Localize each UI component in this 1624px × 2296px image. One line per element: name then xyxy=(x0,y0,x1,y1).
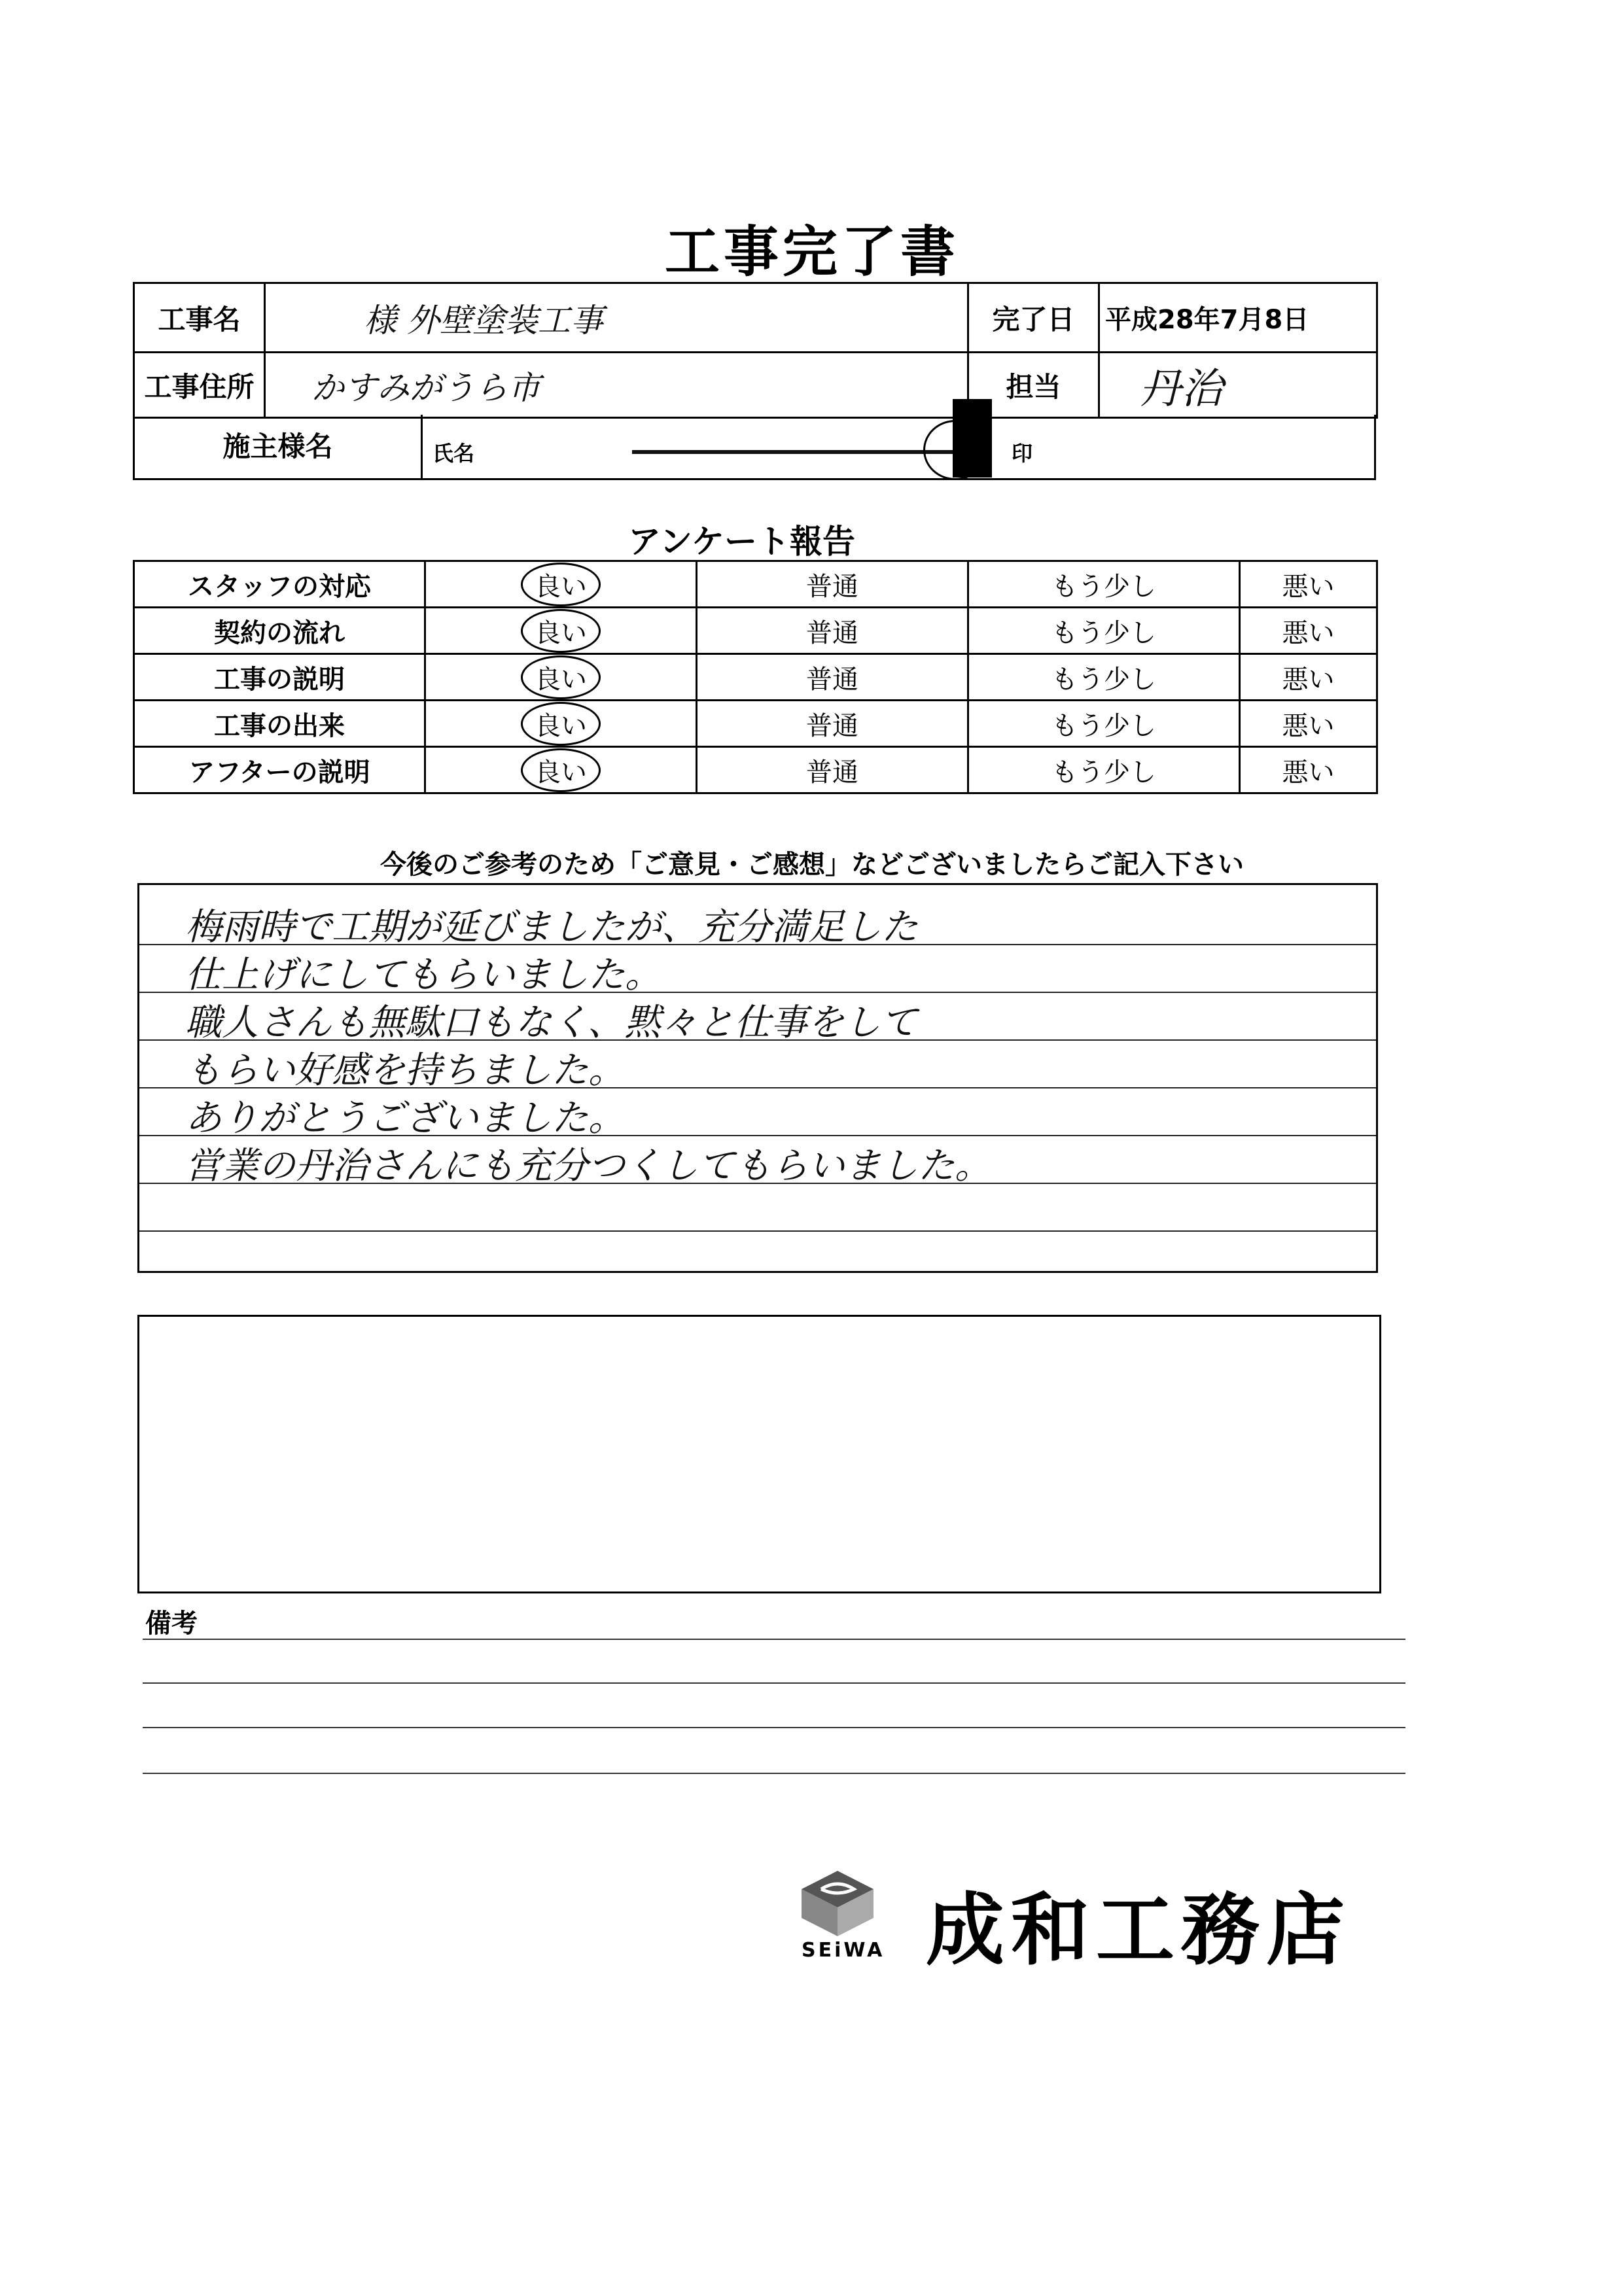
option-bad[interactable]: 悪い xyxy=(1240,654,1377,701)
option-good-selected[interactable]: 良い xyxy=(521,748,601,792)
seiwa-logo-icon xyxy=(802,1871,874,1936)
survey-row-label: アフターの説明 xyxy=(134,747,425,793)
redaction-block xyxy=(953,399,992,478)
comment-rule xyxy=(139,1230,1376,1232)
option-fair[interactable]: もう少し xyxy=(968,701,1240,747)
option-normal[interactable]: 普通 xyxy=(697,654,968,701)
survey-row-label: スタッフの対応 xyxy=(134,561,425,608)
address-label: 工事住所 xyxy=(134,353,265,418)
project-name-value[interactable]: 様 外壁塗装工事 xyxy=(265,283,968,353)
survey-table xyxy=(133,560,1378,794)
survey-row xyxy=(134,701,1377,747)
remarks-label: 備考 xyxy=(145,1609,198,1639)
blank-box[interactable] xyxy=(137,1315,1381,1593)
option-good-selected[interactable]: 良い xyxy=(521,655,601,699)
comment-line-text: 仕上げにしてもらいました。 xyxy=(185,954,662,996)
comments-box[interactable] xyxy=(137,883,1378,1273)
option-bad[interactable]: 悪い xyxy=(1240,747,1377,793)
remarks-rule[interactable] xyxy=(143,1682,1405,1684)
survey-row-label: 工事の出来 xyxy=(134,701,425,747)
option-bad[interactable]: 悪い xyxy=(1240,701,1377,747)
comment-line-text: もらい好感を持ちました。 xyxy=(185,1049,625,1092)
comment-line-text: ありがとうございました。 xyxy=(185,1097,625,1139)
comment-line-text: 梅雨時で工期が延びましたが、充分満足した xyxy=(185,906,918,948)
option-normal[interactable]: 普通 xyxy=(697,747,968,793)
option-normal[interactable]: 普通 xyxy=(697,701,968,747)
comment-line-text: 営業の丹治さんにも充分つくしてもらいました。 xyxy=(185,1145,991,1187)
option-bad[interactable]: 悪い xyxy=(1240,561,1377,608)
seiwa-logo xyxy=(802,1871,887,1962)
survey-row xyxy=(134,654,1377,701)
person-in-charge-value[interactable]: 丹治 xyxy=(1099,353,1377,418)
survey-row xyxy=(134,747,1377,793)
survey-row-label: 契約の流れ xyxy=(134,608,425,654)
option-fair[interactable]: もう少し xyxy=(968,608,1240,654)
project-name-label: 工事名 xyxy=(134,283,265,353)
option-fair[interactable]: もう少し xyxy=(968,654,1240,701)
option-fair[interactable]: もう少し xyxy=(968,747,1240,793)
remarks-rule[interactable] xyxy=(143,1773,1405,1774)
comments-prompt: 今後のご参考のため「ご意見・ご感想」などございましたらご記入下さい xyxy=(380,850,1244,880)
option-normal[interactable]: 普通 xyxy=(697,608,968,654)
option-good-selected[interactable]: 良い xyxy=(521,563,601,606)
option-normal[interactable]: 普通 xyxy=(697,561,968,608)
redaction-mark xyxy=(632,450,972,454)
person-in-charge-label: 担当 xyxy=(968,353,1099,418)
header-table xyxy=(133,282,1378,419)
remarks-rule[interactable] xyxy=(143,1639,1405,1640)
client-label: 施主様名 xyxy=(135,415,423,478)
seal-label: 印 xyxy=(1012,441,1033,466)
seiwa-logo-text: SEiWA xyxy=(802,1939,885,1962)
client-row xyxy=(133,415,1376,480)
completion-date-label: 完了日 xyxy=(968,283,1099,353)
client-name-label: 氏名 xyxy=(432,441,475,466)
survey-row xyxy=(134,608,1377,654)
document-title: 工事完了書 xyxy=(664,220,959,284)
address-value[interactable]: かすみがうら市 xyxy=(265,353,968,418)
remarks-rule[interactable] xyxy=(143,1727,1405,1728)
survey-row-label: 工事の説明 xyxy=(134,654,425,701)
option-fair[interactable]: もう少し xyxy=(968,561,1240,608)
company-name: 成和工務店 xyxy=(926,1885,1351,1976)
comment-line-text: 職人さんも無駄口もなく、黙々と仕事をして xyxy=(185,1001,917,1044)
survey-row xyxy=(134,561,1377,608)
survey-title: アンケート報告 xyxy=(628,523,855,561)
option-bad[interactable]: 悪い xyxy=(1240,608,1377,654)
completion-date-value[interactable]: 平成28年7月8日 xyxy=(1099,283,1377,353)
option-good-selected[interactable]: 良い xyxy=(521,702,601,746)
option-good-selected[interactable]: 良い xyxy=(521,609,601,653)
